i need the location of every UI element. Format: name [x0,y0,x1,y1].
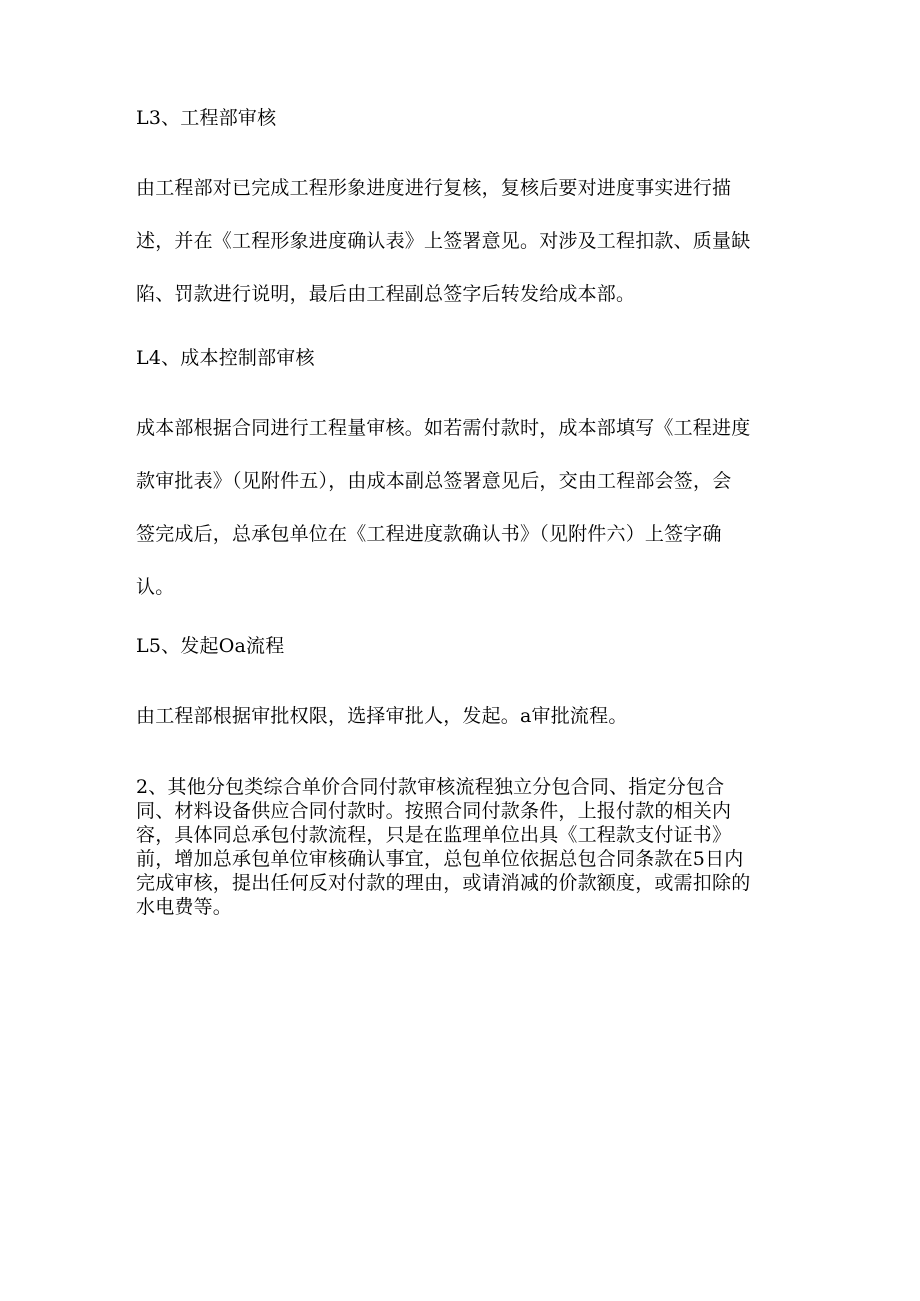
paragraph-line: 成本部根据合同进行工程量审核。如若需付款时，成本部填写《工程进度 [136,417,751,439]
paragraph-line: 由工程部对已完成工程形象进度进行复核，复核后要对进度事实进行描 [136,177,732,199]
item-2-paragraph [136,775,786,919]
section-l4-heading [136,332,786,385]
heading-text: L3、工程部审核 [136,107,277,129]
paragraph-line: 签完成后，总承包单位在《工程进度款确认书》（见附件六）上签字确 [136,523,722,545]
section-l5-heading [136,620,786,673]
paragraph-line: 款审批表》（见附件五），由成本副总签署意见后，交由工程部会签，会 [136,470,732,492]
paragraph-line: 容，具体同总承包付款流程，只是在监理单位出具《工程款支付证书》 [136,824,732,846]
heading-text: L5、发起Oa流程 [136,635,285,657]
section-l5-paragraph [136,690,786,743]
paragraph-line: 2、其他分包类综合单价合同付款审核流程独立分包合同、指定分包合 [136,776,725,798]
section-l3-paragraph [136,162,786,321]
paragraph-line: 认。 [136,576,175,598]
paragraph-line: 同、材料设备供应合同付款时。按照合同付款条件，上报付款的相关内 [136,800,732,822]
paragraph-line: 水电费等。 [136,896,233,918]
paragraph-line: 完成审核，提出任何反对付款的理由，或请消减的价款额度，或需扣除的 [136,872,751,894]
paragraph-line: 前，增加总承包单位审核确认事宜，总包单位依据总包合同条款在5日内 [136,848,744,870]
paragraph-line: 述，并在《工程形象进度确认表》上签署意见。对涉及工程扣款、质量缺 [136,230,751,252]
section-l4-paragraph [136,402,786,614]
heading-text: L4、成本控制部审核 [136,347,315,369]
paragraph-line: 由工程部根据审批权限，选择审批人，发起。a审批流程。 [136,705,628,727]
paragraph-line: 陷、罚款进行说明，最后由工程副总签字后转发给成本部。 [136,283,636,305]
section-l3-heading [136,92,786,145]
